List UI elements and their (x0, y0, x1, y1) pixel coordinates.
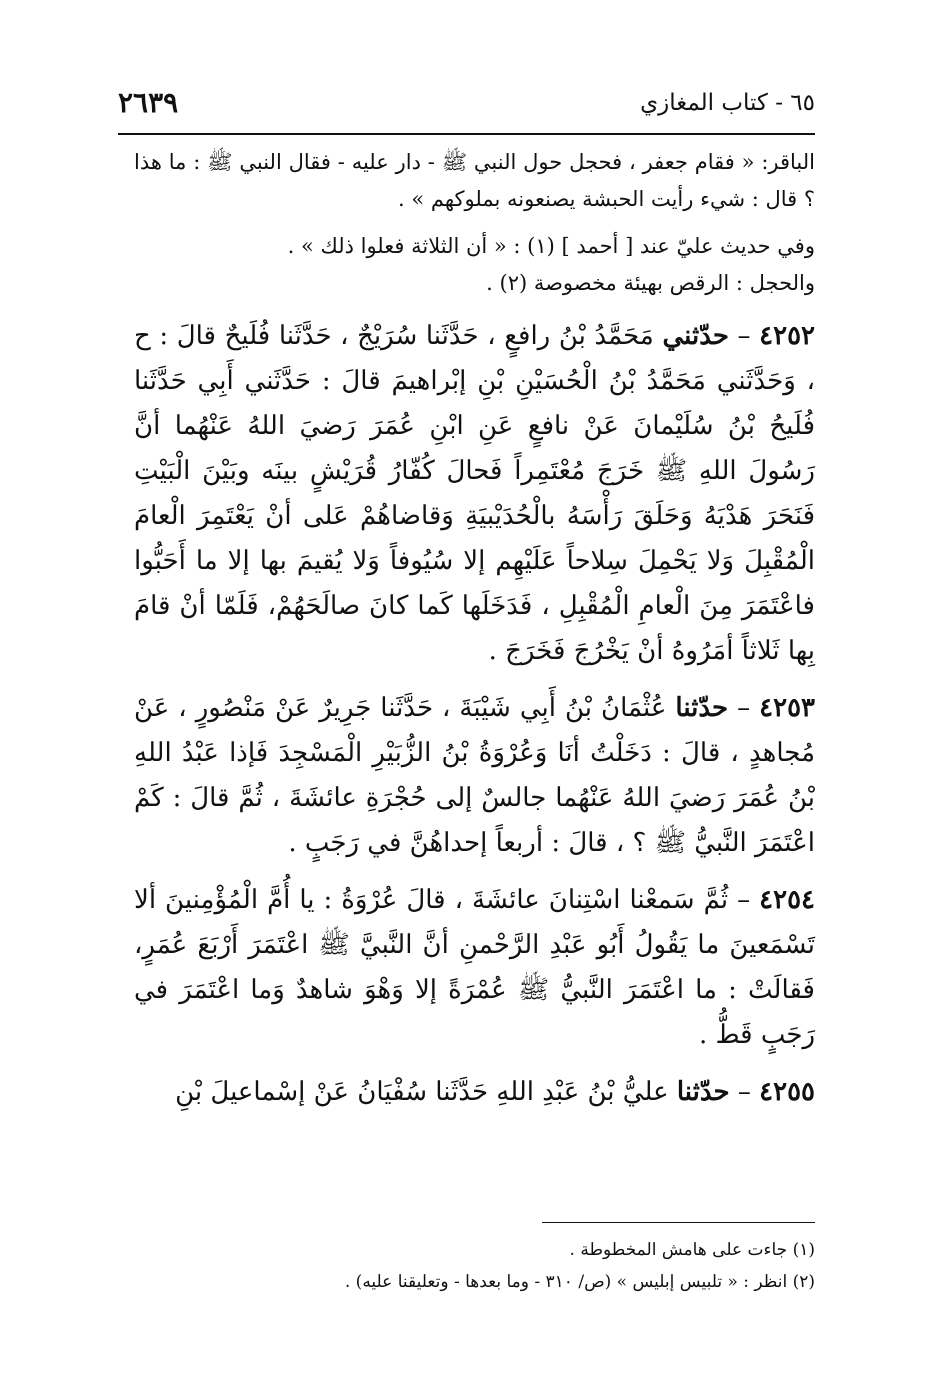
hadith-lead: حدّثنا (675, 693, 729, 723)
header-rule (118, 133, 815, 135)
page-header (118, 86, 815, 126)
intro-passage (134, 144, 815, 302)
running-title: ٦٥ - كتاب المغازي (640, 90, 815, 116)
hadith-number: ٤٢٥٤ (759, 885, 815, 915)
footnote-2: (٢) انظر : « تلبيس إبليس » (ص/ ٣١٠ - وما بعدها - وتعليقنا عليه) . (344, 1272, 815, 1292)
hadith-text: عُثْمَانُ بْنُ أَبِي شَيْبَةَ ، حَدَّثَنا جَرِيرٌ عَنْ مَنْصُورٍ ، عَنْ مُجاهدٍ ، قالَ : دَخَلْتُ أنَا وَعُرْوَةُ بْنُ الزُّبَيْرِ الْمَسْجِدَ فَإذا عَبْدُ اللهِ بْنُ عُمَرَ رَضيَ اللهُ عَنْهُما جالسٌ إلى حُجْرَةِ عائشَةَ ، ثُمَّ قالَ : كَمْ اعْتَمَرَ النَّبيُّ ﷺ ؟ ، قالَ : أربعاً إحداهُنَّ في رَجَبٍ . (134, 693, 815, 858)
hadith-4254: ٤٢٥٤ – ثُمَّ سَمعْنا اسْتِنانَ عائشَةَ ، قالَ عُرْوَةُ : يا أُمَّ الْمُؤْمِنينَ ألا تَسْمَعينَ ما يَقُولُ أَبُو عَبْدِ الرَّحْمنِ أنَّ النَّبيَّ ﷺ اعْتَمَرَ أَرْبَعَ عُمَرٍ، فَقالَتْ : ما اعْتَمَرَ النَّبيُّ ﷺ عُمْرَةً إلا وَهْوَ شاهدٌ وَما اعْتَمَرَ في رَجَبٍ قَطُّ . (134, 885, 815, 1050)
hadith-4252: ٤٢٥٢ – حدّثني مَحَمَّدُ بْنُ رافعٍ ، حَدَّثَنا سُرَيْجٌ ، حَدَّثَنا فُلَيحٌ قالَ : ح ، وَحَدَّثَني مَحَمَّدُ بْنُ الْحُسَيْنِ بْنِ إبْراهيمَ قالَ : حَدَّثَني أَبِي حَدَّثَنا فُلَيحُ بْنُ سُلَيْمانَ عَنْ نافعٍ عَنِ ابْنِ عُمَرَ رَضيَ اللهُ عَنْهُما أنَّ رَسُولَ اللهِ ﷺ خَرَجَ مُعْتَمِراً فَحالَ كُفّارُ قُرَيْشٍ بينَه وبَيْنَ الْبَيْتِ فَنَحَرَ هَدْيَهُ وَحَلَقَ رَأْسَهُ بالْحُدَيْبيَةِ وَقاضاهُمْ عَلى أنْ يَعْتَمِرَ الْعامَ الْمُقْبِلَ وَلا يَحْمِلَ سِلاحاً عَلَيْهِم إلا سُيُوفاً وَلا يُقيمَ بها إلا ما أَحَبُّوا فاعْتَمَرَ مِنَ الْعامِ الْمُقْبِلِ ، فَدَخَلَها كَما كانَ صالَحَهُمْ، فَلَمّا أنْ قامَ بِها ثَلاثاً أمَرُوهُ أنْ يَخْرُجَ فَخَرَجَ . (134, 321, 816, 666)
hadith-number: ٤٢٥٥ (759, 1077, 815, 1107)
main-text (134, 144, 815, 1115)
intro-line: وفي حديث عليّ عند [ أحمد ] (١) : « أن الثلاثة فعلوا ذلك » . (287, 234, 815, 258)
footnote-1: (١) جاءت على هامش المخطوطة . (569, 1240, 815, 1260)
hadith-lead: حدّثنا (676, 1077, 730, 1107)
hadith-number: ٤٢٥٢ (759, 321, 816, 351)
hadith-text: عليُّ بْنُ عَبْدِ اللهِ حَدَّثَنا سُفْيَانُ عَنْ إسْماعيلَ بْنِ (175, 1077, 669, 1107)
footnotes (134, 1234, 815, 1298)
hadith-4253: ٤٢٥٣ – حدّثنا عُثْمَانُ بْنُ أَبِي شَيْبَةَ ، حَدَّثَنا جَرِيرٌ عَنْ مَنْصُورٍ ، عَنْ مُجاهدٍ ، قالَ : دَخَلْتُ أنَا وَعُرْوَةُ بْنُ الزُّبَيْرِ الْمَسْجِدَ فَإذا عَبْدُ اللهِ بْنُ عُمَرَ رَضيَ اللهُ عَنْهُما جالسٌ إلى حُجْرَةِ عائشَةَ ، ثُمَّ قالَ : كَمْ اعْتَمَرَ النَّبيُّ ﷺ ؟ ، قالَ : أربعاً إحداهُنَّ في رَجَبٍ . (134, 693, 815, 858)
hadith-lead: حدّثني (662, 321, 729, 351)
hadith-number: ٤٢٥٣ (759, 693, 815, 723)
intro-line: الباقر: « فقام جعفر ، فحجل حول النبي ﷺ - دار عليه - فقال النبي ﷺ : ما هذا ؟ قال : شيء رأيت الحبشة يصنعونه بملوكهم » . (134, 150, 815, 211)
hadith-4255: ٤٢٥٥ – حدّثنا عليُّ بْنُ عَبْدِ اللهِ حَدَّثَنا سُفْيَانُ عَنْ إسْماعيلَ بْنِ (175, 1077, 815, 1107)
hadith-text: ثُمَّ سَمعْنا اسْتِنانَ عائشَةَ ، قالَ عُرْوَةُ : يا أُمَّ الْمُؤْمِنينَ ألا تَسْمَعينَ ما يَقُولُ أَبُو عَبْدِ الرَّحْمنِ أنَّ النَّبيَّ ﷺ اعْتَمَرَ أَرْبَعَ عُمَرٍ، فَقالَتْ : ما اعْتَمَرَ النَّبيُّ ﷺ عُمْرَةً إلا وَهْوَ شاهدٌ وَما اعْتَمَرَ في رَجَبٍ قَطُّ . (134, 885, 815, 1050)
footnote-rule (542, 1222, 815, 1223)
intro-line: والحجل : الرقص بهيئة مخصوصة (٢) . (486, 271, 815, 295)
hadith-text: مَحَمَّدُ بْنُ رافعٍ ، حَدَّثَنا سُرَيْجٌ ، حَدَّثَنا فُلَيحٌ قالَ : ح ، وَحَدَّثَني مَحَمَّدُ بْنُ الْحُسَيْنِ بْنِ إبْراهيمَ قالَ : حَدَّثَني أَبِي حَدَّثَنا فُلَيحُ بْنُ سُلَيْمانَ عَنْ نافعٍ عَنِ ابْنِ عُمَرَ رَضيَ اللهُ عَنْهُما أنَّ رَسُولَ اللهِ ﷺ خَرَجَ مُعْتَمِراً فَحالَ كُفّارُ قُرَيْشٍ بينَه وبَيْنَ الْبَيْتِ فَنَحَرَ هَدْيَهُ وَحَلَقَ رَأْسَهُ بالْحُدَيْبيَةِ وَقاضاهُمْ عَلى أنْ يَعْتَمِرَ الْعامَ الْمُقْبِلَ وَلا يَحْمِلَ سِلاحاً عَلَيْهِم إلا سُيُوفاً وَلا يُقيمَ بها إلا ما أَحَبُّوا فاعْتَمَرَ مِنَ الْعامِ الْمُقْبِلِ ، فَدَخَلَها كَما كانَ صالَحَهُمْ، فَلَمّا أنْ قامَ بِها ثَلاثاً أمَرُوهُ أنْ يَخْرُجَ فَخَرَجَ . (134, 321, 815, 666)
page-number: ٢٦٣٩ (118, 86, 179, 119)
